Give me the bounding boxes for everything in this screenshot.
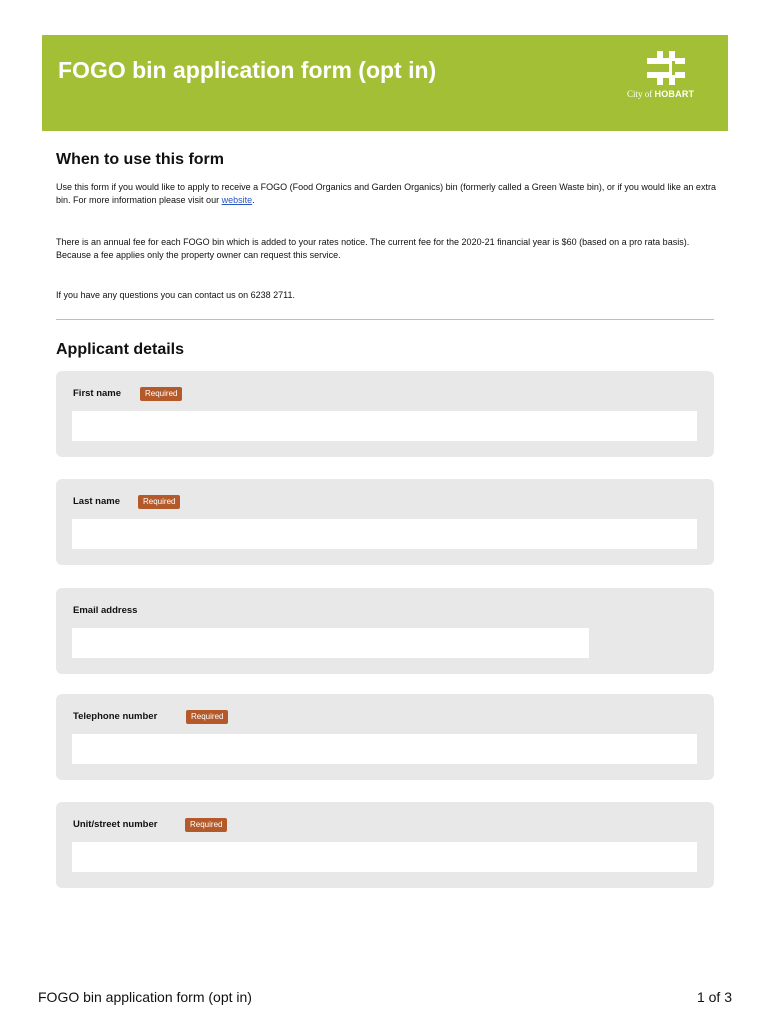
when-to-use-heading: When to use this form bbox=[56, 151, 224, 168]
section-divider bbox=[56, 319, 714, 320]
telephone-number-input[interactable] bbox=[72, 734, 697, 764]
last-name-label: Last name bbox=[73, 496, 120, 507]
first-name-label: First name bbox=[73, 388, 122, 399]
first-name-input[interactable] bbox=[72, 411, 697, 441]
email-address-input[interactable] bbox=[72, 628, 589, 658]
email-address-field-group bbox=[56, 588, 714, 674]
applicant-details-heading: Applicant details bbox=[56, 341, 185, 358]
last-name-input[interactable] bbox=[72, 519, 697, 549]
unit-street-number-label: Unit/street number bbox=[73, 819, 158, 830]
required-badge: Required bbox=[186, 710, 228, 724]
unit-street-number-field-group bbox=[56, 802, 714, 888]
required-badge: Required bbox=[185, 818, 227, 832]
required-badge: Required bbox=[140, 387, 182, 401]
telephone-number-label: Telephone number bbox=[73, 711, 158, 722]
logo-city-of-text: City of bbox=[627, 89, 653, 99]
city-of-hobart-logo bbox=[624, 49, 710, 109]
page-number: 1 of 3 bbox=[696, 989, 732, 1005]
unit-street-number-input[interactable] bbox=[72, 842, 697, 872]
footer-form-title: FOGO bin application form (opt in) bbox=[38, 989, 252, 1005]
intro-paragraph-1: Use this form if you would like to apply to receive a FOGO (Food Organics and Garden Organics) bin (formerly called a Green Waste bin), or if you would like an extra bin. For more information please visit our website. bbox=[56, 182, 716, 205]
hobart-logo-mark-icon bbox=[646, 49, 686, 87]
email-address-label: Email address bbox=[73, 605, 138, 616]
logo-hobart-text: HOBART bbox=[654, 89, 695, 99]
intro-paragraph-3: If you have any questions you can contact us on 6238 2711. bbox=[56, 290, 296, 300]
last-name-field-group bbox=[56, 479, 714, 565]
form-title: FOGO bin application form (opt in) bbox=[58, 57, 437, 83]
first-name-field-group bbox=[56, 371, 714, 457]
intro-paragraph-2: There is an annual fee for each FOGO bin which is added to your rates notice. The current fee for the 2020-21 financial year is $60 (based on a pro rata basis). Because a fee applies only the property owner can request this service. bbox=[56, 237, 690, 260]
website-link[interactable]: website bbox=[221, 195, 253, 205]
required-badge: Required bbox=[138, 495, 180, 509]
form-header bbox=[42, 35, 728, 131]
telephone-number-field-group bbox=[56, 694, 714, 780]
